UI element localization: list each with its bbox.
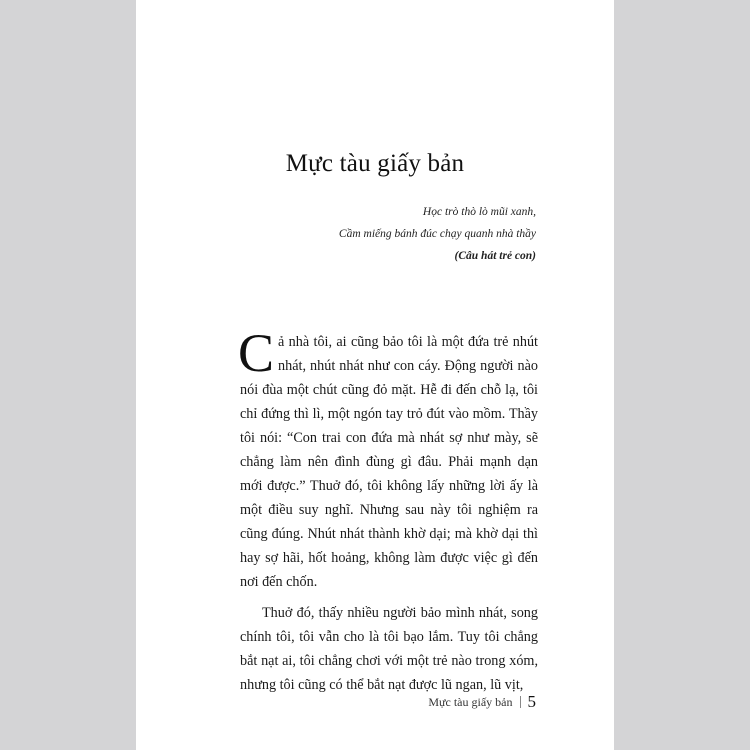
drop-cap: C (238, 323, 275, 383)
epigraph (216, 201, 536, 267)
epigraph-line-1: Học trò thò lò mũi xanh, (422, 206, 536, 218)
chapter-title: Mực tàu giấy bản (285, 150, 465, 177)
paragraph-1-text: ả nhà tôi, ai cũng bảo tôi là một đứa trẻ nhút nhát, nhút nhát như con cáy. Động người nào nói đùa một chút cũng đỏ mặt. Hễ đi đến chỗ lạ, tôi chỉ đứng thì lì, một ngón tay trỏ đút vào mồm. Thầy tôi nói: “Con trai con đứa mà nhát sợ như mày, sẽ chẳng làm nên đình đùng gì đâu. Phải mạnh dạn mới được.” Thuở đó, tôi không lấy những lời ấy là một điều suy nghĩ. Nhưng sau này tôi nghiệm ra cũng đúng. Nhút nhát thành khờ dại; mà khờ dại thì hay sợ hãi, hốt hoảng, không làm được việc gì đến nơi đến chốn. (240, 334, 538, 590)
running-title: Mực tàu giấy bản (428, 694, 513, 709)
epigraph-line-2: Cầm miếng bánh đúc chạy quanh nhà thầy (338, 228, 536, 240)
page-footer (428, 692, 536, 712)
body-text (238, 323, 538, 697)
book-page (136, 0, 614, 750)
epigraph-source: (Câu hát trẻ con) (454, 250, 536, 262)
paragraph-1 (238, 323, 538, 594)
paragraph-2: Thuở đó, thấy nhiều người bảo mình nhát, song chính tôi, tôi vẫn cho là tôi bạo lắm. Tuy tôi chẳng bắt nạt ai, tôi chẳng chơi với một trẻ nào trong xóm, nhưng tôi cũng có thể bắt nạt được lũ ngan, lũ vịt, (240, 605, 538, 693)
footer-divider (520, 696, 521, 708)
page-number: 5 (527, 692, 536, 711)
